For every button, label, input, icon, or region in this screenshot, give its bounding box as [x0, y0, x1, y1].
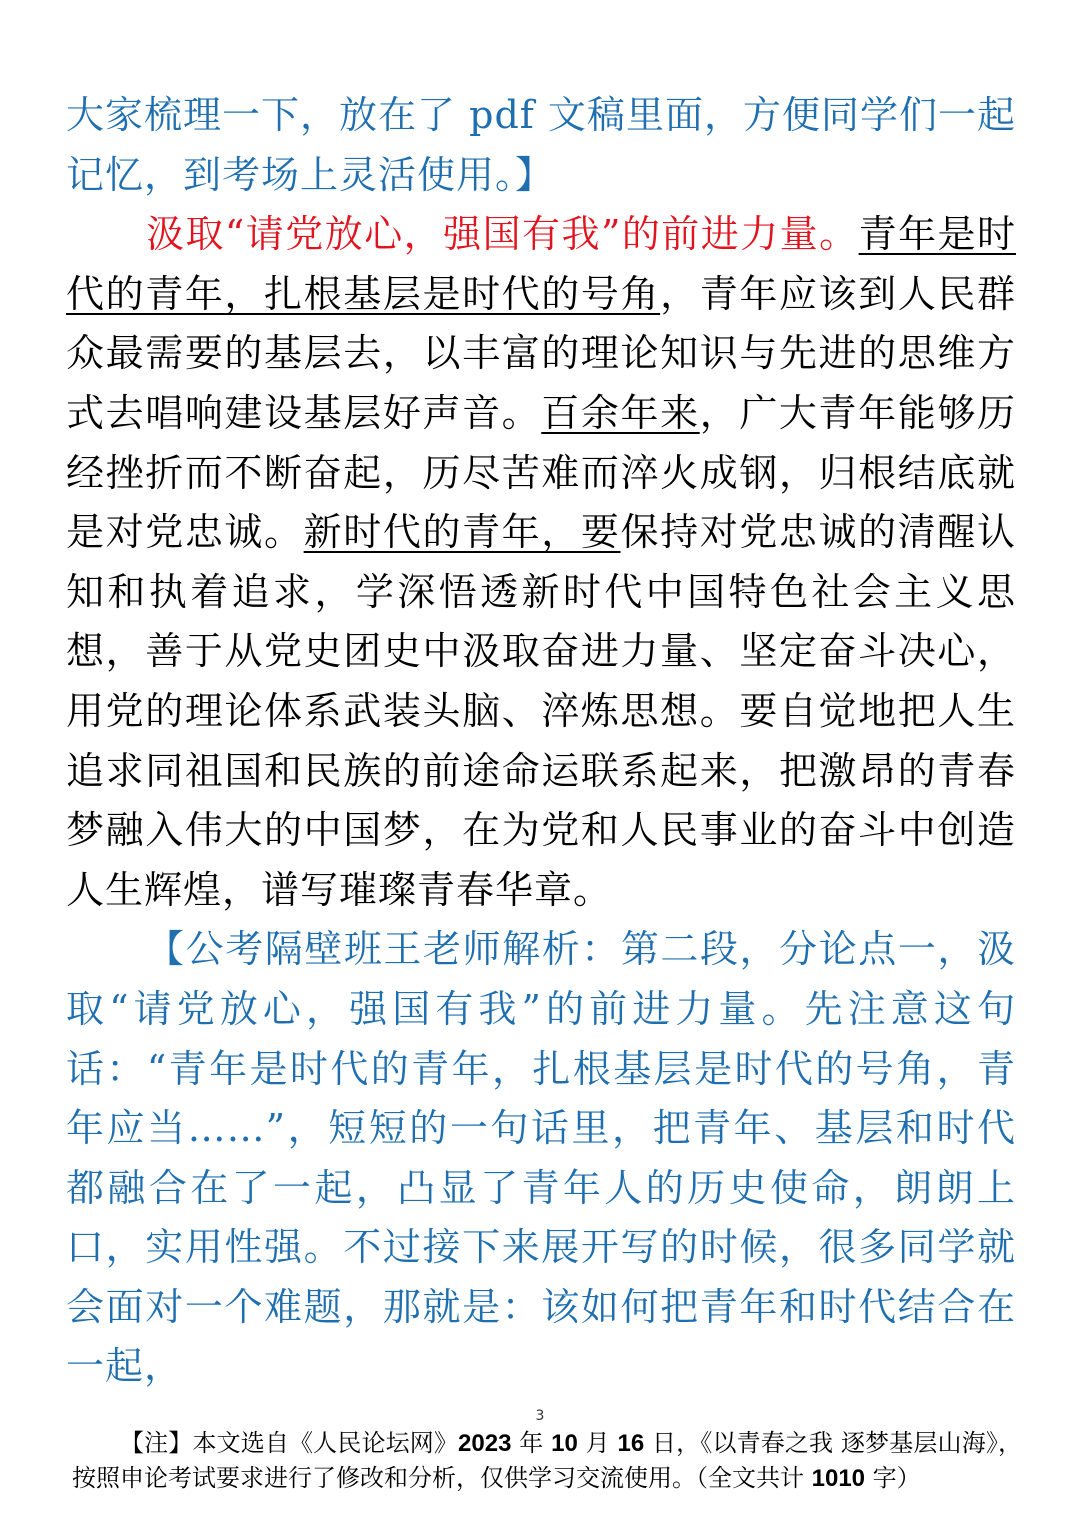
paragraph-text-1: ，青年应该到人民群众最需要的基层去，以丰富的理论知识与先进的思维方式去唱响建设基层好声音。: [66, 271, 1016, 435]
footnote-text-5: 字）: [865, 1464, 921, 1492]
footnote-word-count: 1010: [811, 1465, 866, 1492]
footnote-text-2: 年: [511, 1429, 552, 1457]
footnote-text-4: 日，《以青春之我 逐梦基层山海》，按照申论考试要求进行了修改和分析，仅供学习交流使用。（全文共计: [72, 1429, 1022, 1492]
article-body: [66, 86, 1016, 1397]
main-paragraph: [66, 205, 1016, 920]
footnote-day: 16: [617, 1430, 645, 1457]
page-number: 3: [535, 1408, 545, 1424]
intro-commentary-continuation: [66, 86, 1016, 205]
intro-text: 大家梳理一下，放在了 pdf 文稿里面，方便同学们一起记忆，到考场上灵活使用。】: [66, 93, 1016, 197]
commentary-text: 【公考隔壁班王老师解析：第二段，分论点一，汲取“请党放心，强国有我”的前进力量。先注意这句话：“青年是时代的青年，扎根基层是时代的号角，青年应当……”，短短的一句话里，把青年、基层和时代都融合在了一起，凸显了青年人的历史使命，朗朗上口，实用性强。不过接下来展开写的时候，很多同学就会面对一个难题，那就是：该如何把青年和时代结合在一起，: [66, 927, 1016, 1389]
underlined-phrase-century: 百余年来: [541, 390, 700, 435]
footnote-text-3: 月: [577, 1429, 618, 1457]
footnote: [72, 1426, 1022, 1496]
underlined-phrase-new-era-youth: 新时代的青年，要: [303, 510, 621, 555]
footnote-month: 10: [551, 1430, 578, 1457]
paragraph-text-2: ，广大青年能够历经挫折而不断奋起，历尽苦难而淬火成钢，归根结底就是对党忠诚。: [66, 390, 1016, 555]
footnote-text-1: 【注】本文选自《人民论坛网》: [120, 1429, 459, 1457]
footnote-year: 2023: [458, 1430, 512, 1457]
paragraph-text-3: 保持对党忠诚的清醒认知和执着追求，学深悟透新时代中国特色社会主义思想，善于从党史团史中汲取奋进力量、坚定奋斗决心，用党的理论体系武装头脑、淬炼思想。要自觉地把人生追求同祖国和民族的前途命运联系起来，把激昂的青春梦融入伟大的中国梦，在为党和人民事业的奋斗中创造人生辉煌，谱写璀璨青春华章。: [66, 510, 1016, 912]
section-heading: 汲取“请党放心，强国有我”的前进力量。: [146, 212, 859, 257]
underlined-phrase-youth-era: 青年是时代的青年，扎根基层是时代的号角: [66, 212, 1016, 316]
commentary-paragraph: [66, 920, 1016, 1397]
